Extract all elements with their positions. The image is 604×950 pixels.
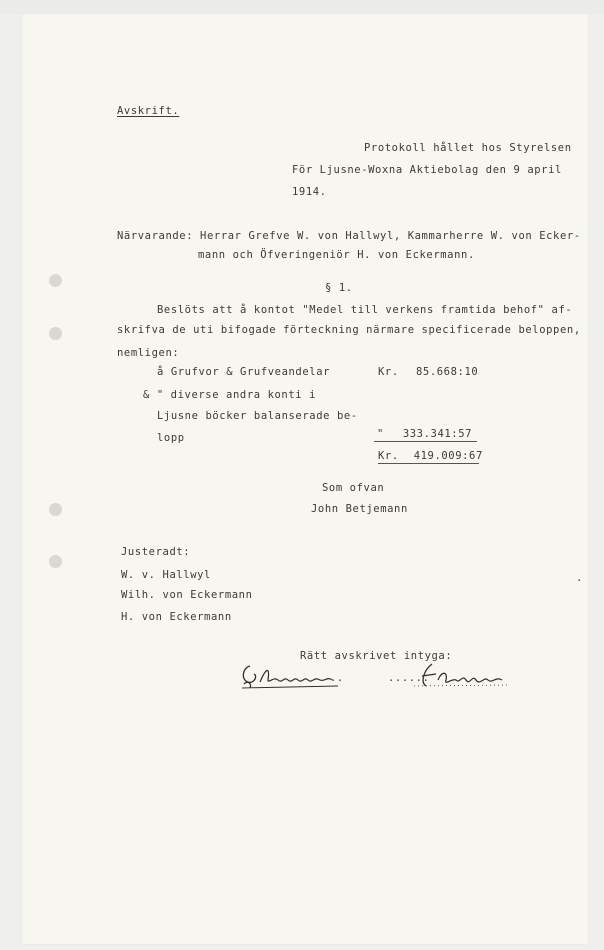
total-amount: 419.009:67 [413,450,483,462]
punch-hole [49,274,62,287]
signature-dots-1: .. [330,672,344,684]
resolution-line-1: Beslöts att å kontot "Medel till verkens framtida behof" af- [157,304,573,316]
punch-hole [49,503,62,516]
section-number: § 1. [325,282,353,294]
ditto-mark: " [377,428,384,440]
stray-mark: . [576,572,583,584]
punch-hole [49,327,62,340]
resolution-line-3: nemligen: [117,347,180,359]
total-currency: Kr. [378,450,399,462]
certification-text: Rätt avskrivet intyga: [300,650,453,662]
protocol-line-1: Protokoll hållet hos Styrelsen [364,142,572,154]
item-row-4-label: lopp [157,432,185,444]
total-line [378,450,483,464]
protocol-line-3: 1914. [292,186,327,198]
closing-line-1: Som ofvan [322,482,385,494]
signature-dots-2: ...... [388,672,430,684]
justified-name-1: W. v. Hallwyl [121,569,211,581]
item-row-1-amount: 85.668:10 [416,366,479,378]
justified-title: Justeradt: [121,546,191,558]
punch-hole [49,555,62,568]
item-row-2-label: & " diverse andra konti i [143,389,317,401]
resolution-line-2: skrifva de uti bifogade förteckning närmare specificerade beloppen, [117,324,581,336]
handwritten-signature-2 [412,658,512,694]
justified-name-2: Wilh. von Eckermann [121,589,253,601]
closing-line-2: John Betjemann [311,503,408,515]
justified-name-3: H. von Eckermann [121,611,232,623]
attendance-line-1: Närvarande: Herrar Grefve W. von Hallwyl, Kammarherre W. von Ecker- [117,230,581,242]
scan-top-edge [0,0,604,14]
item-row-1-label: å Grufvor & Grufveandelar [157,366,331,378]
item-row-1-currency: Kr. [378,366,399,378]
attendance-line-2: mann och Öfveringeniör H. von Eckermann. [198,249,475,261]
item-row-3-label: Ljusne böcker balanserade be- [157,410,358,422]
document-heading: Avskrift. [117,105,180,117]
item-row-4-amount: 333.341:57 [402,428,473,440]
protocol-line-2: För Ljusne-Woxna Aktiebolag den 9 april [292,164,562,176]
subtotal-line [374,428,477,442]
